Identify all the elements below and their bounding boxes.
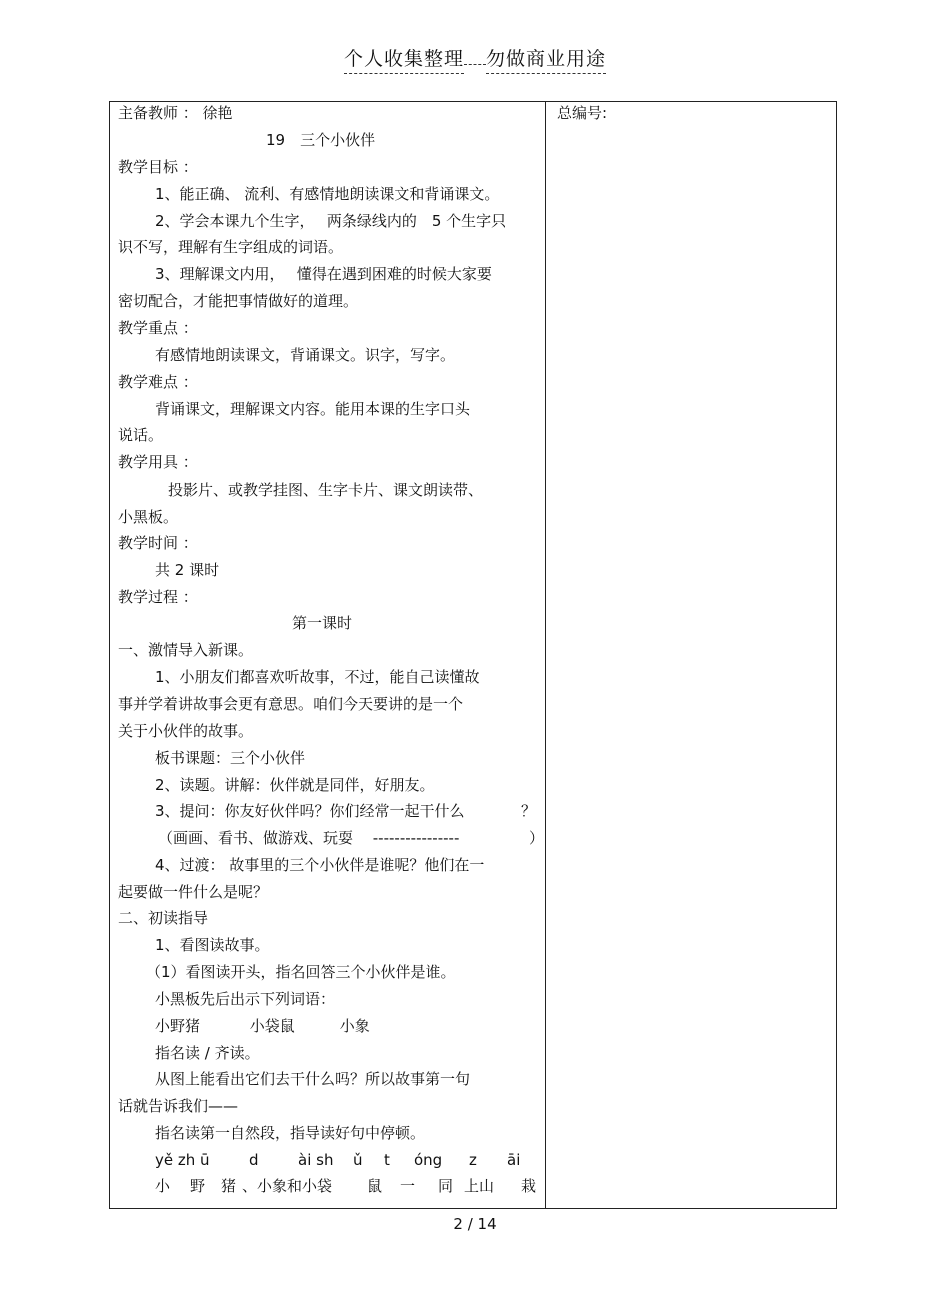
page-number xyxy=(0,1215,950,1233)
current-page: 2 xyxy=(453,1215,463,1233)
lesson-one-heading: 第一课时 xyxy=(292,614,353,632)
goal-3b: 密切配合，才能把事情做好的道理。 xyxy=(118,292,359,310)
answer-examples: （画画、看书、做游戏、玩耍 ---------------- xyxy=(158,829,460,847)
focus-text: 有感情地朗读课文，背诵课文。识字，写字。 xyxy=(155,346,456,364)
teacher-line: 主备教师 ： 徐艳 xyxy=(118,104,233,122)
goal-3a: 3、理解课文内用， 懂得在遇到困难的时候大家要 xyxy=(155,265,492,283)
difficulty-label: 教学难点 ： xyxy=(118,373,198,391)
column-divider xyxy=(545,101,546,1209)
animal-words: 小野猪 小袋鼠 小象 xyxy=(155,1017,370,1035)
picture-question: 从图上能看出它们去干什么吗？所以故事第一句 xyxy=(155,1070,471,1088)
answer-close-paren: ） xyxy=(529,829,545,847)
paragraph-guide: 指名读第一自然段，指导读好句中停顿。 xyxy=(155,1124,426,1142)
header-underline-gap xyxy=(464,61,486,65)
header-text-personal: 个人收集整理 xyxy=(344,48,464,74)
hanzi-char: 野 xyxy=(190,1177,206,1195)
intro-text-b: 事并学着讲故事会更有意思。咱们今天要讲的是一个 xyxy=(118,695,464,713)
hanzi-char: 鼠 xyxy=(367,1177,383,1195)
tools-text-b: 小黑板。 xyxy=(118,508,179,526)
time-text: 共 2 课时 xyxy=(155,561,220,579)
tools-label: 教学用具 ： xyxy=(118,453,198,471)
goal-2a: 2、学会本课九个生字， 两条绿线内的 5 个生字只 xyxy=(155,212,507,230)
goal-1: 1、能正确、 流利、有感情地朗读课文和背诵课文。 xyxy=(155,185,500,203)
pinyin-syllable: z xyxy=(469,1151,477,1169)
hanzi-char: 小 xyxy=(155,1177,171,1195)
time-label: 教学时间 ： xyxy=(118,534,198,552)
page-separator: / xyxy=(467,1215,473,1233)
question-mark: ？ xyxy=(521,802,537,820)
total-pages: 14 xyxy=(477,1215,497,1233)
difficulty-text-a: 背诵课文，理解课文内容。能用本课的生字口头 xyxy=(155,400,471,418)
pinyin-syllable: ǔ xyxy=(353,1151,363,1169)
hanzi-char: 一 xyxy=(400,1177,416,1195)
question-line: 3、提问：你友好伙伴吗？你们经常一起干什么 xyxy=(155,802,465,820)
pinyin-syllable: t xyxy=(384,1151,390,1169)
pinyin-syllable: ài sh xyxy=(298,1151,334,1169)
read-title: 2、读题。讲解：伙伴就是同伴，好朋友。 xyxy=(155,776,435,794)
tools-text-a: 投影片、或教学挂图、生字卡片、课文朗读带、 xyxy=(168,481,484,499)
process-label: 教学过程 ： xyxy=(118,588,198,606)
focus-label: 教学重点 ： xyxy=(118,319,198,337)
goals-label: 教学目标 ： xyxy=(118,158,198,176)
section-two-heading: 二、初读指导 xyxy=(118,909,209,927)
section-one-heading: 一、激情导入新课。 xyxy=(118,641,254,659)
difficulty-text-b: 说话。 xyxy=(118,426,164,444)
page-header xyxy=(0,44,950,71)
transition-text-a: 4、过渡： 故事里的三个小伙伴是谁呢？他们在一 xyxy=(155,856,485,874)
serial-number-label: 总编号: xyxy=(557,104,608,122)
picture-question-b: 话就告诉我们—— xyxy=(118,1097,239,1115)
pinyin-syllable: yě zh ū xyxy=(155,1151,210,1169)
read-instruction: 指名读 / 齐读。 xyxy=(155,1044,260,1062)
pinyin-syllable: óng xyxy=(414,1151,443,1169)
intro-text-a: 1、小朋友们都喜欢听故事，不过，能自己读懂故 xyxy=(155,668,480,686)
hanzi-phrase: 上山 xyxy=(464,1177,495,1195)
pinyin-syllable: āi xyxy=(507,1151,521,1169)
step-opening: （1）看图读开头，指名回答三个小伙伴是谁。 xyxy=(146,963,456,981)
hanzi-char: 猪 xyxy=(221,1177,237,1195)
step-look-read: 1、看图读故事。 xyxy=(155,936,270,954)
transition-text-b: 起要做一件什么是呢？ xyxy=(118,883,269,901)
hanzi-phrase: 、小象和小袋 xyxy=(242,1177,333,1195)
hanzi-char: 栽 xyxy=(521,1177,537,1195)
board-title: 板书课题：三个小伙伴 xyxy=(155,749,306,767)
goal-2b: 识不写，理解有生字组成的词语。 xyxy=(118,238,344,256)
hanzi-char: 同 xyxy=(438,1177,454,1195)
pinyin-syllable: d xyxy=(249,1151,259,1169)
intro-text-c: 关于小伙伴的故事。 xyxy=(118,722,254,740)
blackboard-words-label: 小黑板先后出示下列词语： xyxy=(155,990,336,1008)
lesson-title: 19 三个小伙伴 xyxy=(266,131,376,149)
header-text-noncommercial: 勿做商业用途 xyxy=(486,48,606,74)
